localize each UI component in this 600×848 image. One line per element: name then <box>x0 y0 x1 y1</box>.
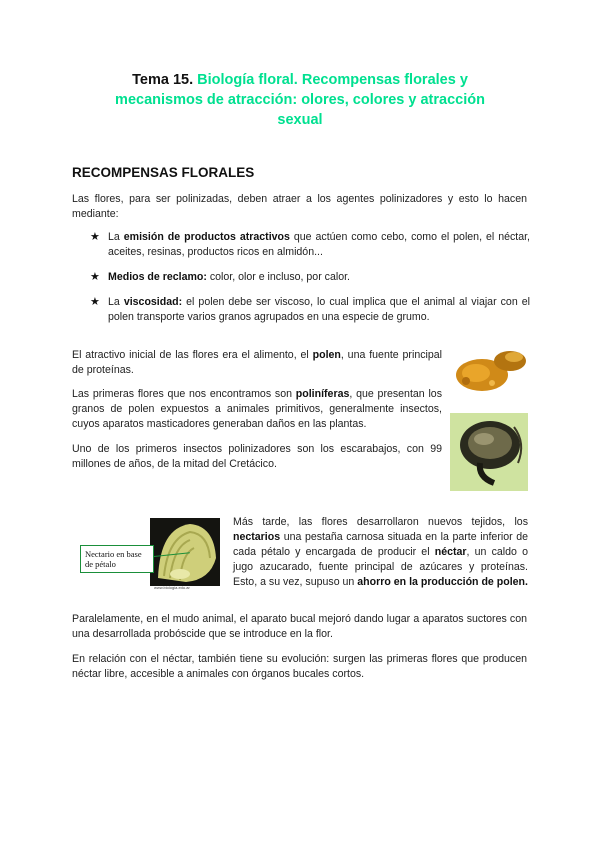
paragraph-pollen <box>72 348 442 378</box>
star-bullet-icon: ★ <box>90 296 100 308</box>
bullet-bold: viscosidad: <box>123 296 183 308</box>
para-bold: ahorro en la producción de polen. <box>357 576 528 588</box>
para-text: El atractivo inicial de las flores era el alimento, el <box>72 349 313 361</box>
bullet-item <box>90 230 530 260</box>
beetle-image <box>450 413 528 491</box>
paragraph-mouthparts: Paralelamente, en el mudo animal, el aparato bucal mejoró dando lugar a aparatos suctores con una desarrollada probóscide que se introduce en la flor. <box>72 613 527 640</box>
para-text: , un caldo o jugo azucarado, fuente principal de azúcares y proteínas. Esto, a su vez, supuso un <box>233 546 528 588</box>
page-title <box>100 70 500 130</box>
pollen-image <box>452 343 528 397</box>
title-lead: Tema 15. <box>132 72 194 88</box>
para-text: Más tarde, las flores desarrollaron nuevos tejidos, los <box>233 516 528 528</box>
bullet-text: color, olor e incluso, por calor. <box>206 271 350 283</box>
para-bold: néctar <box>434 546 467 558</box>
title-text: Biología floral. Recompensas florales y mecanismos de atracción: olores, colores y atracción sexual <box>115 72 485 128</box>
image-credit: www.biologia.edu.ar <box>154 585 190 590</box>
bullet-item <box>90 270 530 285</box>
bullet-list <box>90 230 530 335</box>
para-bold: poliníferas <box>295 388 350 400</box>
bullet-bold: Medios de reclamo: <box>108 271 207 283</box>
paragraph-nectar-evolution: En relación con el néctar, también tiene su evolución: surgen las primeras flores que producen néctar libre, accesible a animales con órganos bucales cortos. <box>72 653 527 680</box>
bullet-text: el polen debe ser viscoso, lo cual implica que el animal al viajar con el polen transporte varios granos agrupados en una especie de grumo. <box>108 296 530 323</box>
paragraph-poliniferas <box>72 387 442 432</box>
nectary-callout: Nectario en base de pétalo <box>80 545 154 573</box>
paragraph-nectaries <box>233 515 528 590</box>
para-text: una pestaña carnosa situada en la parte inferior de cada pétalo y encargada de producir el <box>233 531 528 558</box>
para-text: Las primeras flores que nos encontramos son <box>72 388 296 400</box>
para-text: , que presentan los granos de polen expuestos a animales primitivos, generalmente insectos, cuyos aparatos masticadores generaban daños en las plantas. <box>72 388 442 430</box>
intro-paragraph: Las flores, para ser polinizadas, deben atraer a los agentes polinizadores y esto lo hacen mediante: <box>72 193 527 220</box>
section-heading: RECOMPENSAS FLORALES <box>72 165 255 180</box>
bullet-text: La <box>108 231 124 243</box>
bullet-bold: emisión de productos atractivos <box>123 231 290 243</box>
bullet-text: La <box>108 296 124 308</box>
star-bullet-icon: ★ <box>90 271 100 283</box>
star-bullet-icon: ★ <box>90 231 100 243</box>
para-bold: polen <box>312 349 341 361</box>
paragraph-beetles: Uno de los primeros insectos polinizadores son los escarabajos, con 99 millones de años, de la mitad del Cretácico. <box>72 443 442 470</box>
bullet-item <box>90 295 530 325</box>
para-bold: nectarios <box>233 531 281 543</box>
bullet-text: que actúen como cebo, como el polen, el néctar, aceites, resinas, productos ricos en almidón... <box>108 231 531 258</box>
para-text: , una fuente principal de proteínas. <box>72 349 442 376</box>
